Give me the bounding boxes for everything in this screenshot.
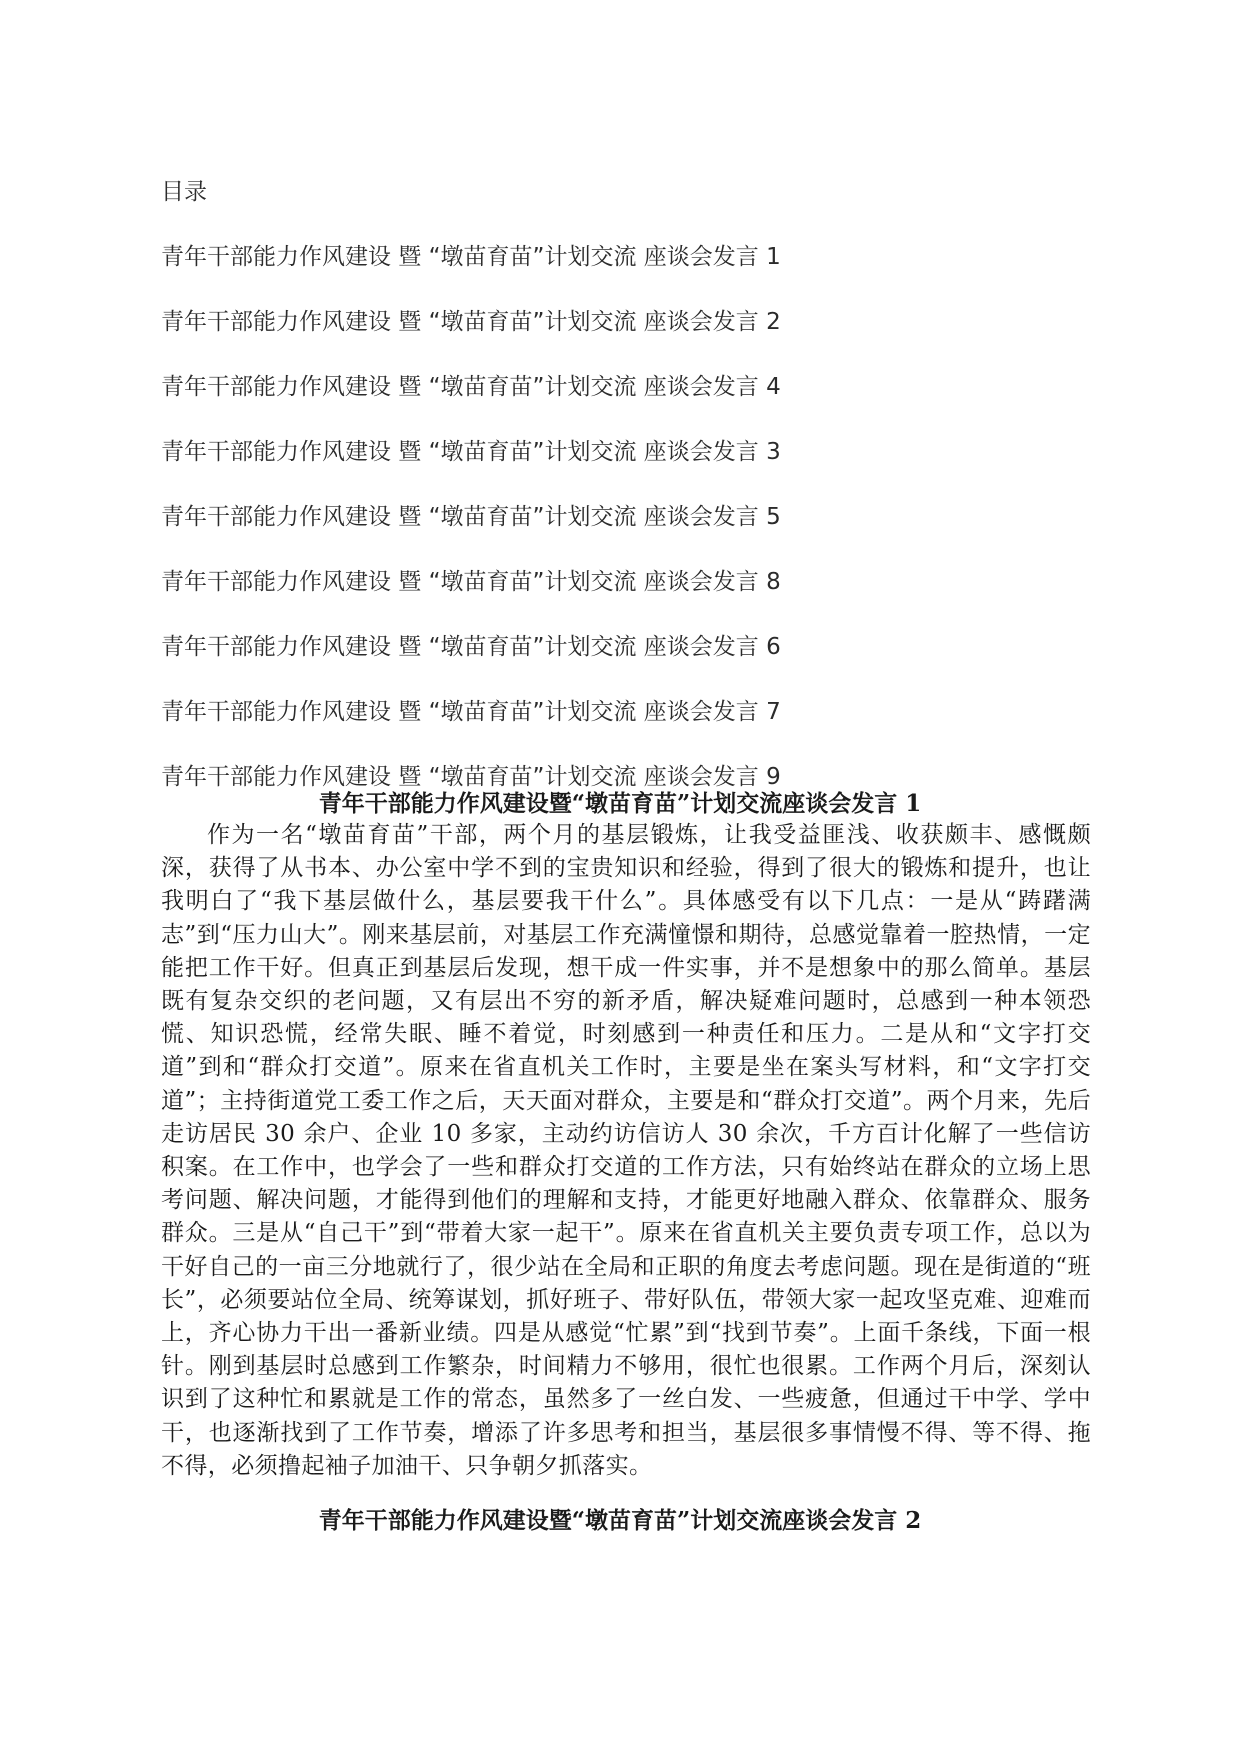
toc-item[interactable]: 青年干部能力作风建设 暨 “墩苗育苗”计划交流 座谈会发言 6 <box>161 634 781 660</box>
toc-item[interactable]: 青年干部能力作风建设 暨 “墩苗育苗”计划交流 座谈会发言 7 <box>161 699 781 725</box>
toc-item[interactable]: 青年干部能力作风建设 暨 “墩苗育苗”计划交流 座谈会发言 8 <box>161 569 781 595</box>
toc-item[interactable]: 青年干部能力作风建设 暨 “墩苗育苗”计划交流 座谈会发言 1 <box>161 244 781 270</box>
toc-item[interactable]: 青年干部能力作风建设 暨 “墩苗育苗”计划交流 座谈会发言 4 <box>161 374 781 400</box>
section-title-1: 青年干部能力作风建设暨“墩苗育苗”计划交流座谈会发言 1 <box>318 790 922 817</box>
toc-item[interactable]: 青年干部能力作风建设 暨 “墩苗育苗”计划交流 座谈会发言 9 <box>161 764 781 790</box>
table-of-contents <box>161 241 781 826</box>
section-title-2: 青年干部能力作风建设暨“墩苗育苗”计划交流座谈会发言 2 <box>318 1507 922 1534</box>
toc-item[interactable]: 青年干部能力作风建设 暨 “墩苗育苗”计划交流 座谈会发言 2 <box>161 309 781 335</box>
section-body-1: 作为一名“墩苗育苗”干部，两个月的基层锻炼，让我受益匪浅、收获颇丰、感慨颇深，获得了从书本、办公室中学不到的宝贵知识和经验，得到了很大的锻炼和提升，也让我明白了“我下基层做什么，基层要我干什么”。具体感受有以下几点：一是从“踌躇满志”到“压力山大”。刚来基层前，对基层工作充满憧憬和期待，总感觉靠着一腔热情，一定能把工作干好。但真正到基层后发现，想干成一件实事，并不是想象中的那么简单。基层既有复杂交织的老问题，又有层出不穷的新矛盾，解决疑难问题时，总感到一种本领恐慌、知识恐慌，经常失眠、睡不着觉，时刻感到一种责任和压力。二是从和“文字打交道”到和“群众打交道”。原来在省直机关工作时，主要是坐在案头写材料，和“文字打交道”；主持街道党工委工作之后，天天面对群众，主要是和“群众打交道”。两个月来，先后走访居民 30 余户、企业 10 多家，主动约访信访人 30 余次，千方百计化解了一些信访积案。在工作中，也学会了一些和群众打交道的工作方法，只有始终站在群众的立场上思考问题、解决问题，才能得到他们的理解和支持，才能更好地融入群众、依靠群众、服务群众。三是从“自己干”到“带着大家一起干”。原来在省直机关主要负责专项工作，总以为干好自己的一亩三分地就行了，很少站在全局和正职的角度去考虑问题。现在是街道的“班长”，必须要站位全局、统筹谋划，抓好班子、带好队伍，带领大家一起攻坚克难、迎难而上，齐心协力干出一番新业绩。四是从感觉“忙累”到“找到节奏”。上面千条线，下面一根针。刚到基层时总感到工作繁杂，时间精力不够用，很忙也很累。工作两个月后，深刻认识到了这种忙和累就是工作的常态，虽然多了一丝白发、一些疲惫，但通过干中学、学中干，也逐渐找到了工作节奏，增添了许多思考和担当，基层很多事情慢不得、等不得、拖不得，必须撸起袖子加油干、只争朝夕抓落实。 <box>161 822 1091 1479</box>
toc-item[interactable]: 青年干部能力作风建设 暨 “墩苗育苗”计划交流 座谈会发言 3 <box>161 439 781 465</box>
toc-item[interactable]: 青年干部能力作风建设 暨 “墩苗育苗”计划交流 座谈会发言 5 <box>161 504 781 530</box>
toc-heading: 目录 <box>161 179 207 205</box>
